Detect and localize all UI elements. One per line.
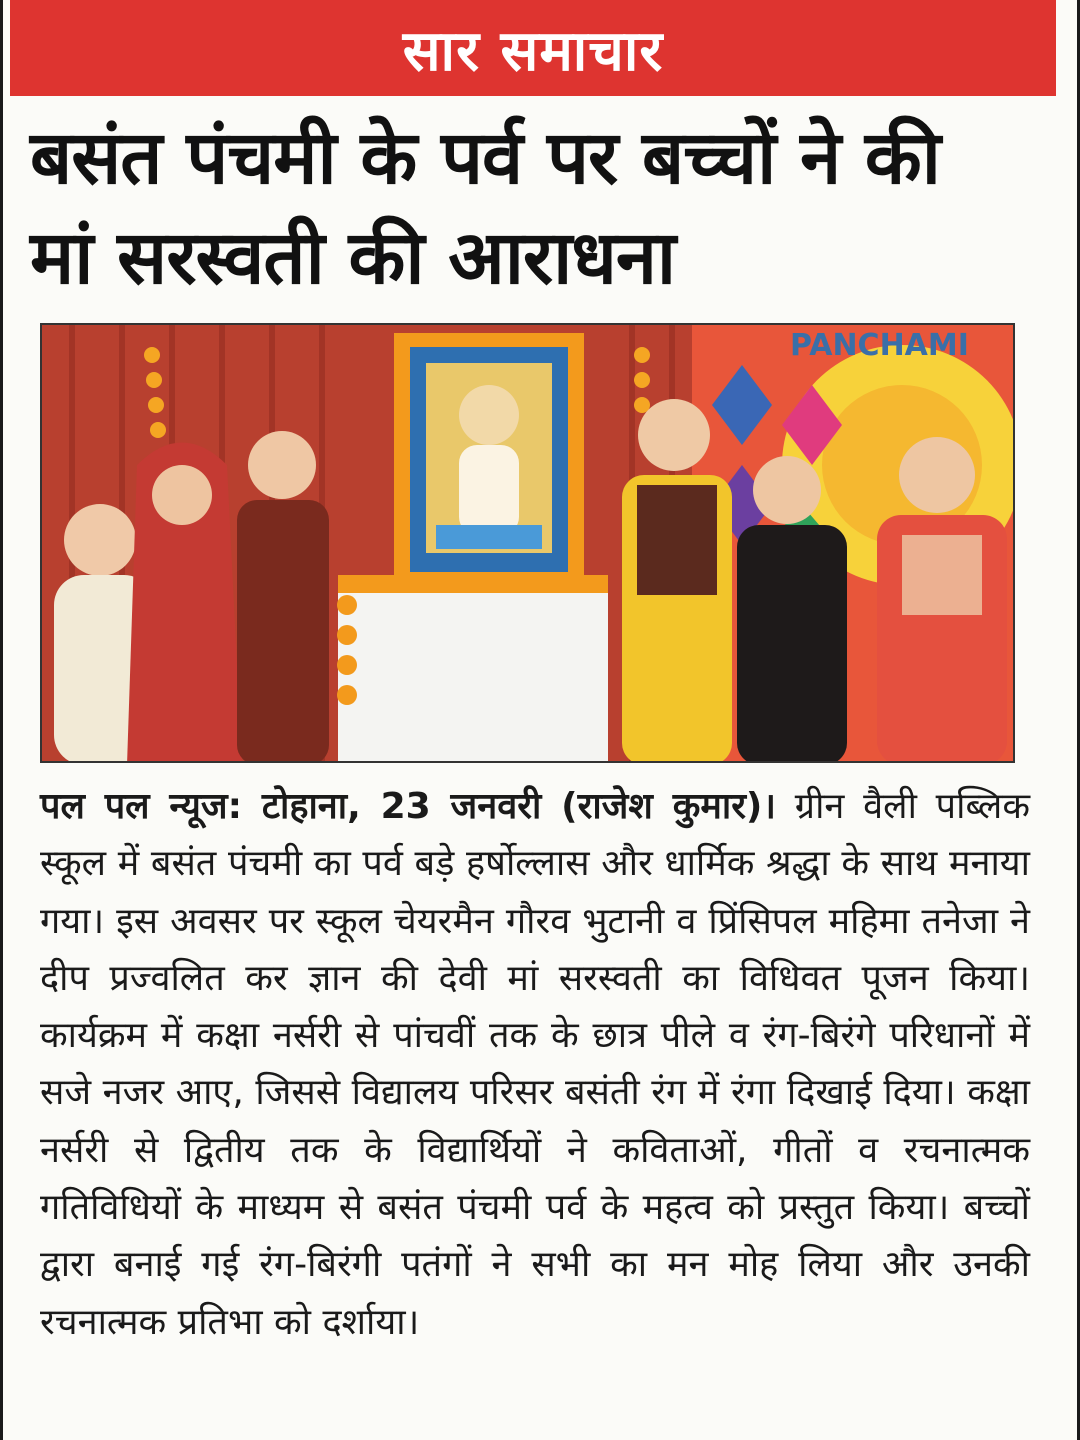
article-text: ग्रीन वैली पब्लिक स्कूल में बसंत पंचमी का पर्व बड़े हर्षोल्लास और धार्मिक श्रद्धा के साथ मनाया गया। इस अवसर पर स्कूल चेयरमैन गौरव भुटानी व प्रिंसिपल महिमा तनेजा ने दीप प्रज्वलित कर ज्ञान की देवी मां सरस्वती का विधिवत पूजन किया। कार्यक्रम में कक्षा नर्सरी से पांचवीं तक के छात्र पीले व रंग-बिरंगे परिधानों में सजे नजर आए, जिससे विद्यालय परिसर बसंती रंग में रंगा दिखाई दिया। कक्षा नर्सरी से द्वितीय तक के विद्यार्थियों ने कविताओं, गीतों व रचनात्मक गतिविधियों के माध्यम से बसंत पंचमी पर्व के महत्व को प्रस्तुत किया। बच्चों द्वारा बनाई गई रंग-बिरंगी पतंगों ने सभी का मन मोह लिया और उनकी रचनात्मक प्रतिभा को दर्शाया। bbox=[40, 786, 1030, 1343]
headline-line-1: बसंत पंचमी के पर्व पर बच्चों ने की bbox=[30, 115, 940, 201]
section-banner: सार समाचार bbox=[10, 0, 1056, 96]
headline bbox=[30, 108, 1050, 308]
photo-illustration bbox=[42, 325, 1015, 763]
article-body bbox=[40, 778, 1030, 1351]
headline-line-2: मां सरस्वती की आराधना bbox=[30, 215, 676, 301]
dateline: पल पल न्यूज: टोहाना, 23 जनवरी (राजेश कुमार)। bbox=[40, 786, 777, 827]
news-photo bbox=[40, 323, 1015, 763]
backdrop-text: PANCHAMI bbox=[790, 328, 969, 363]
child-2 bbox=[127, 443, 242, 764]
